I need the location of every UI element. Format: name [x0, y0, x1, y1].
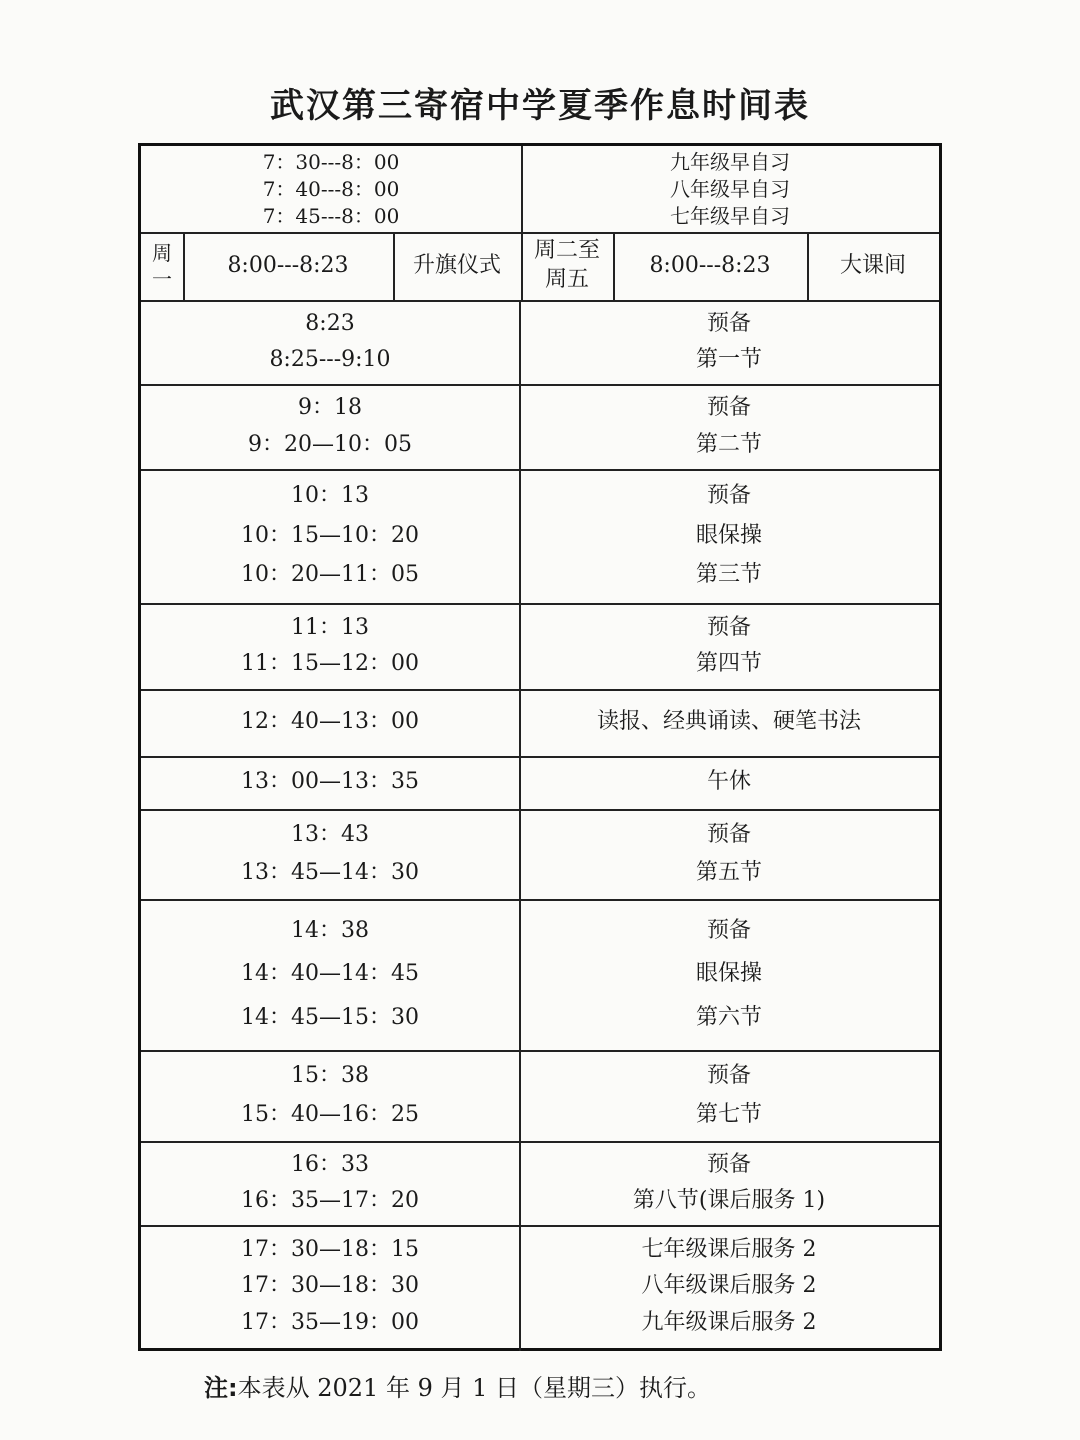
activity-text: 第八节(课后服务 1) — [632, 1187, 826, 1213]
activity-cell — [519, 384, 939, 469]
activity-cell — [519, 809, 939, 899]
morning-times — [141, 146, 521, 232]
time-text: 8:25---9:10 — [269, 346, 391, 372]
activity-text: 第二节 — [695, 431, 762, 457]
activity-text: 预备 — [706, 395, 751, 421]
activity-text: 读报、经典诵读、硬笔书法 — [596, 709, 861, 735]
activity-text: 九年级早自习 — [670, 150, 790, 174]
activity-text: 预备 — [706, 483, 751, 509]
time-text: 9：20—10：05 — [248, 431, 412, 457]
activity-cell — [519, 300, 939, 384]
page-title: 武汉第三寄宿中学夏季作息时间表 — [270, 86, 810, 126]
time-text: 10：13 — [291, 483, 369, 509]
activity-text: 预备 — [706, 821, 751, 847]
footnote-label: 注: — [204, 1374, 238, 1402]
time-cell — [141, 756, 519, 809]
time-cell — [141, 689, 519, 756]
time-cell — [141, 899, 519, 1050]
activity-text: 七年级早自习 — [670, 204, 790, 228]
activity-text: 预备 — [706, 1063, 751, 1089]
activity-text: 八年级课后服务 2 — [641, 1273, 817, 1299]
time-text: 11：15—12：00 — [241, 651, 419, 677]
time-text: 13：45—14：30 — [241, 859, 419, 885]
activity-text: 预备 — [706, 1151, 751, 1177]
time-text: 9：18 — [298, 395, 362, 421]
activity-text: 大课间 — [839, 252, 906, 278]
time-cell — [141, 384, 519, 469]
time-text: 10：15—10：20 — [241, 522, 419, 548]
time-text: 7：40---8：00 — [262, 177, 400, 201]
tue-fri-time — [613, 232, 807, 300]
activity-text: 预备 — [706, 310, 751, 336]
time-text: 16：33 — [291, 1151, 369, 1177]
time-cell — [141, 603, 519, 689]
time-text: 13：00—13：35 — [241, 769, 419, 795]
activity-text: 升旗仪式 — [412, 252, 501, 278]
activity-text: 预备 — [706, 917, 751, 943]
monday-activity — [393, 232, 521, 300]
activity-cell — [519, 469, 939, 603]
time-text: 7：45---8：00 — [262, 204, 400, 228]
activity-text: 第四节 — [695, 651, 762, 677]
activity-text: 眼保操 — [695, 961, 762, 987]
activity-cell — [519, 1050, 939, 1141]
activity-cell — [519, 603, 939, 689]
time-text: 14：45—15：30 — [241, 1005, 419, 1031]
activity-text: 第六节 — [695, 1005, 762, 1031]
day-text: 周二至周五 — [534, 238, 601, 292]
time-cell — [141, 469, 519, 603]
activity-text: 第五节 — [695, 859, 762, 885]
time-text: 8:23 — [305, 310, 355, 336]
tue-fri-activity — [807, 232, 939, 300]
activity-text: 八年级早自习 — [670, 177, 790, 201]
morning-activities — [521, 146, 939, 232]
time-text: 14：38 — [291, 917, 369, 943]
time-text: 13：43 — [291, 821, 369, 847]
activity-text: 第七节 — [695, 1101, 762, 1127]
activity-text: 午休 — [706, 769, 751, 795]
monday-time — [183, 232, 393, 300]
time-text: 8:00---8:23 — [227, 252, 349, 278]
time-text: 16：35—17：20 — [241, 1187, 419, 1213]
activity-text: 七年级课后服务 2 — [641, 1236, 817, 1262]
schedule-table — [138, 143, 942, 1351]
time-text: 17：30—18：15 — [241, 1236, 419, 1262]
time-text: 11：13 — [291, 614, 369, 640]
activity-cell — [519, 689, 939, 756]
monday-label — [141, 232, 183, 300]
time-text: 12：40—13：00 — [241, 709, 419, 735]
time-text: 10：20—11：05 — [241, 562, 419, 588]
time-text: 15：38 — [291, 1063, 369, 1089]
activity-cell — [519, 1141, 939, 1225]
activity-cell — [519, 756, 939, 809]
time-text: 17：30—18：30 — [241, 1273, 419, 1299]
activity-text: 第一节 — [695, 346, 762, 372]
activity-cell — [519, 1225, 939, 1348]
activity-text: 九年级课后服务 2 — [641, 1310, 817, 1336]
time-cell — [141, 300, 519, 384]
tue-fri-label — [521, 232, 613, 300]
time-text: 14：40—14：45 — [241, 961, 419, 987]
time-cell — [141, 1050, 519, 1141]
activity-text: 预备 — [706, 614, 751, 640]
day-text: 周一 — [152, 241, 172, 291]
activity-cell — [519, 899, 939, 1050]
activity-text: 眼保操 — [695, 522, 762, 548]
time-text: 7：30---8：00 — [262, 150, 400, 174]
time-text: 15：40—16：25 — [241, 1101, 419, 1127]
time-cell — [141, 1225, 519, 1348]
time-text: 17：35—19：00 — [241, 1310, 419, 1336]
time-text: 8:00---8:23 — [649, 252, 771, 278]
footnote — [204, 1368, 711, 1403]
time-cell — [141, 1141, 519, 1225]
footnote-text: 本表从 2021 年 9 月 1 日（星期三）执行。 — [237, 1374, 711, 1402]
time-cell — [141, 809, 519, 899]
activity-text: 第三节 — [695, 562, 762, 588]
